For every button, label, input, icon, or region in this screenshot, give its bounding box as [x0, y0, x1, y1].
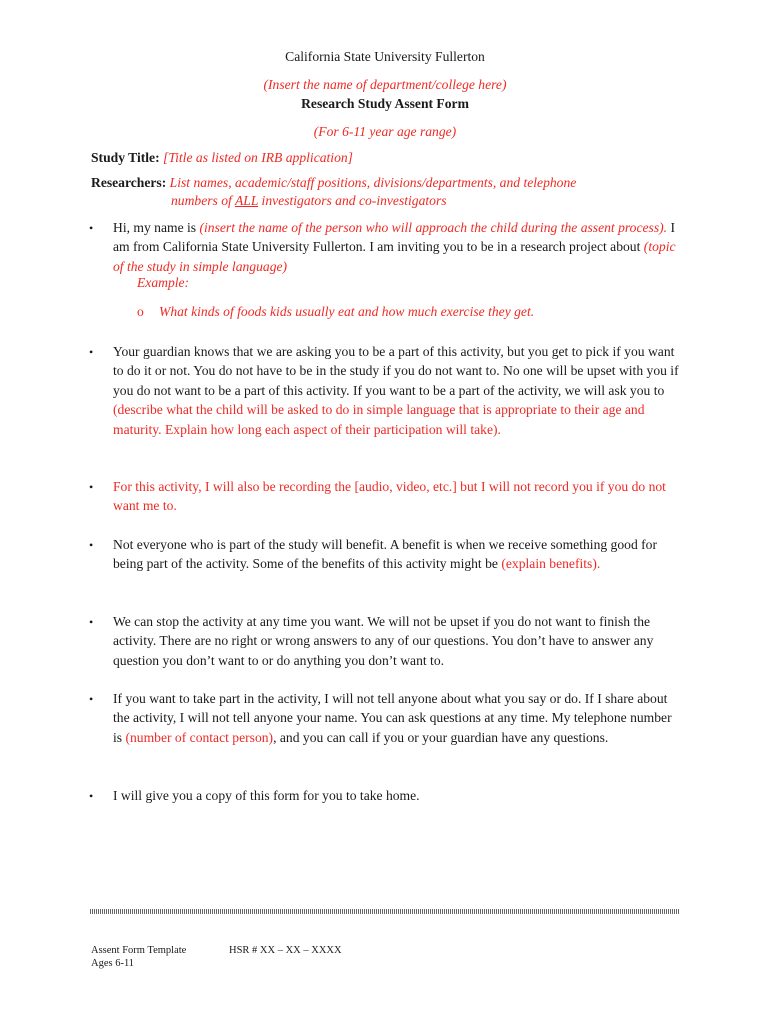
form-title: Research Study Assent Form	[301, 96, 469, 111]
bullet-icon: •	[89, 692, 94, 706]
example-item: What kinds of foods kids usually eat and how much exercise they get.	[159, 304, 535, 319]
bullet-participation: Your guardian knows that we are asking you to be a part of this activity, but you get to pick if you want to do it or not. You do not have to be in the study if you do not want to. No one will be upset with you if you do not want to be a part of this activity. If you want to be a part of the activity, we will ask you to (describe what the child will be asked to do in simple language that is appropriate to their age and maturity. Explain how long each aspect of their participation will take).	[113, 344, 679, 437]
department-placeholder: (Insert the name of department/college here)	[263, 77, 507, 92]
all-emphasis: ALL	[234, 193, 259, 208]
researchers-line1: List names, academic/staff positions, divisions/departments, and telephone	[169, 175, 577, 190]
bullet-stop-anytime: We can stop the activity at any time you want. We will not be upset if you do not want to finish the activity. There are no right or wrong answers to any of our questions. You don’t have to answer any question you don’t want to or do anything you don’t want to.	[113, 614, 654, 668]
study-title-value: [Title as listed on IRB application]	[163, 150, 353, 165]
study-title-label: Study Title:	[91, 150, 160, 165]
bullet-icon: •	[89, 538, 94, 552]
bullet-icon: •	[89, 615, 94, 629]
sub-bullet-icon: o	[137, 304, 144, 319]
bullet-recording: For this activity, I will also be recording the [audio, video, etc.] but I will not record you if you do not want me to.	[113, 479, 666, 514]
bullet-icon: •	[89, 789, 94, 803]
study-title-row	[91, 148, 353, 167]
bullet-confidentiality: If you want to take part in the activity, I will not tell anyone about what you say or do. If I share about the activity, I will not tell anyone your name. You can ask questions at any time. My telephone number is (number of contact person), and you can call if you or your guardian have any questions.	[113, 691, 672, 745]
bullet-icon: •	[89, 480, 94, 494]
bullet-icon: •	[89, 221, 94, 235]
bullet-icon: •	[89, 345, 94, 359]
researchers-line2: numbers of ALL investigators and co-investigators	[171, 193, 447, 208]
footer-template-name: Assent Form Template	[91, 945, 187, 956]
bullet-copy: I will give you a copy of this form for you to take home.	[113, 788, 420, 803]
researchers-row	[91, 173, 576, 192]
footer-separator	[90, 909, 680, 914]
age-range: (For 6-11 year age range)	[313, 124, 457, 139]
bullet-benefits: Not everyone who is part of the study will benefit. A benefit is when we receive something good for being part of the activity. Some of the benefits of this activity might be (explain benefits).	[113, 537, 657, 572]
researchers-label: Researchers:	[91, 175, 167, 190]
example-label: Example:	[137, 275, 190, 290]
footer-hsr-number: HSR # XX – XX – XXXX	[229, 945, 342, 956]
footer-template	[91, 944, 186, 970]
footer-age-range: Ages 6-11	[91, 958, 135, 969]
university-name: California State University Fullerton	[285, 49, 485, 64]
bullet-intro: Hi, my name is (insert the name of the person who will approach the child during the assent process). I am from California State University Fullerton. I am inviting you to be in a research project about (topic of the study in simple language)	[113, 220, 676, 274]
